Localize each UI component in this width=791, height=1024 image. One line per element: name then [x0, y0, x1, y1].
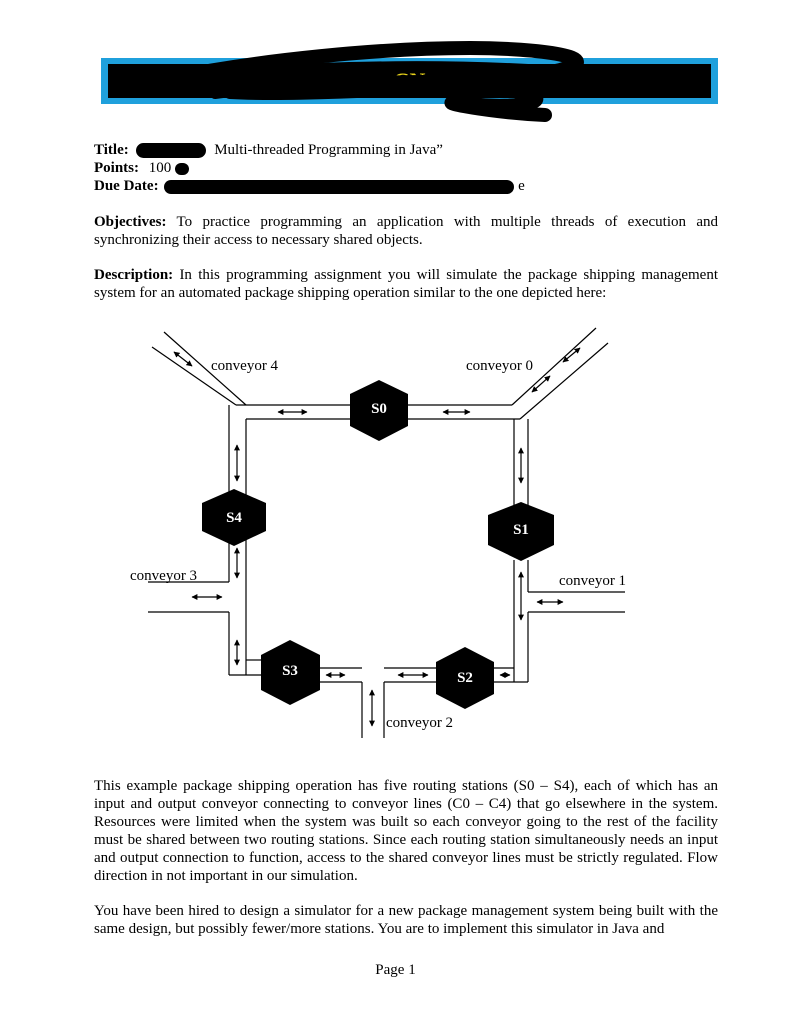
conveyor-label: conveyor 0 [466, 358, 534, 374]
station-label: S3 [282, 663, 298, 679]
title-label: Title: [94, 142, 129, 158]
description-label: Description: [94, 267, 174, 283]
due-line [94, 177, 718, 195]
station-label: S4 [226, 510, 242, 526]
station-label: S2 [457, 670, 473, 686]
station-label: S0 [371, 401, 387, 417]
body-paragraph-2: You have been hired to design a simulator for a new package management system being built with the same design, but possibly fewer/more stations. You are to implement this simulator in Java and [94, 903, 718, 937]
points-line [94, 159, 718, 177]
title-line [94, 141, 718, 159]
conveyor-label: conveyor 2 [386, 715, 454, 731]
conveyor-label: conveyor 3 [130, 568, 198, 584]
redaction-block [175, 163, 189, 175]
conveyor-diagram [0, 320, 791, 750]
description-paragraph [94, 266, 718, 302]
due-label: Due Date: [94, 178, 159, 194]
redaction-block [164, 180, 514, 194]
objectives-label: Objectives: [94, 214, 167, 230]
description-text: In this programming assignment you will simulate the package shipping management system for an automated package shipping operation similar to the one depicted here: [94, 267, 718, 301]
conveyor-4-line [152, 347, 236, 405]
redaction-scribble [0, 0, 791, 140]
banner-title: CN [108, 64, 711, 98]
due-tail: e [518, 178, 525, 194]
points-value: 100 [148, 160, 172, 176]
conveyor-label: conveyor 1 [559, 573, 627, 589]
conveyor-label: conveyor 4 [211, 358, 279, 374]
page-number: Page 1 [375, 962, 416, 978]
body-paragraph-1: This example package shipping operation has five routing stations (S0 – S4), each of which has an input and output conveyor connecting to conveyor lines (C0 – C4) that go elsewhere in the system. Resources were limited when the system was built so each conveyor going to the rest of the facility must be shared between two routing stations. Since each routing station simultaneously needs an input and output connection to function, access to the shared conveyor lines must be strictly regulated. Flow direction in not important in our simulation. [94, 778, 718, 884]
station-label: S1 [513, 522, 529, 538]
title-value: Multi-threaded Programming in Java” [214, 142, 443, 158]
objectives-text: To practice programming an application with multiple threads of execution and synchronizing their access to necessary shared objects. [94, 214, 718, 248]
points-label: Points: [94, 160, 139, 176]
objectives-paragraph [94, 213, 718, 249]
redaction-block [136, 143, 206, 158]
